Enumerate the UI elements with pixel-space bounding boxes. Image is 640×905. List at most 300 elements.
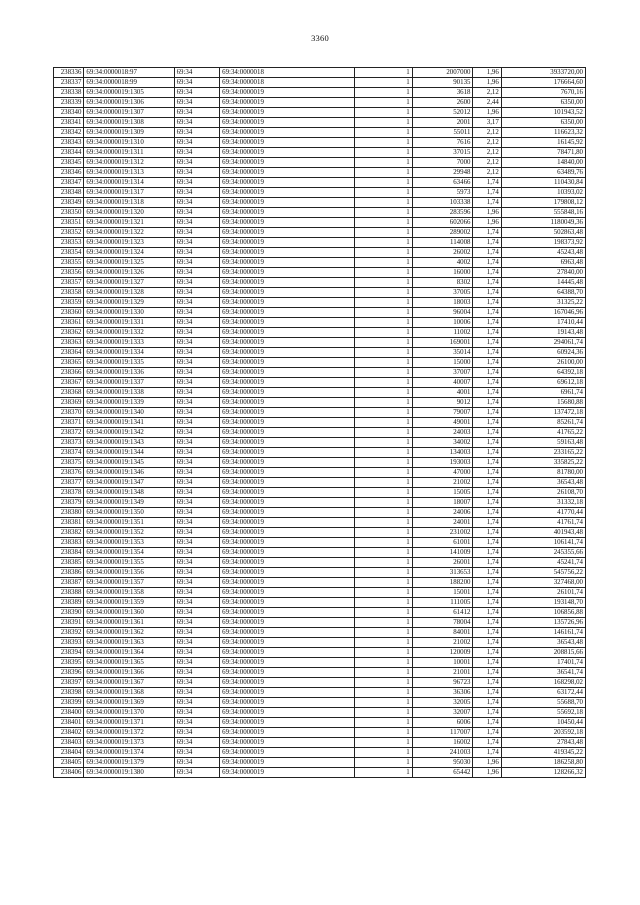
cadastral-number-cell: 69:34:0000019:1309 bbox=[84, 128, 174, 138]
area-cell: 188200 bbox=[412, 578, 473, 588]
cadastral-number-cell: 69:34:0000019:1339 bbox=[84, 398, 174, 408]
rate-cell: 1,74 bbox=[473, 388, 501, 398]
record-number-cell: 238351 bbox=[54, 218, 84, 228]
cadastral-block-cell: 69:34:0000019 bbox=[220, 348, 355, 358]
cadastral-block-cell: 69:34:0000019 bbox=[220, 298, 355, 308]
record-number-cell: 238339 bbox=[54, 98, 84, 108]
record-number-cell: 238394 bbox=[54, 648, 84, 658]
area-cell: 7000 bbox=[412, 158, 473, 168]
count-cell: 1 bbox=[354, 418, 412, 428]
area-cell: 283596 bbox=[412, 208, 473, 218]
table-row bbox=[54, 338, 586, 348]
cadastral-block-cell: 69:34:0000019 bbox=[220, 448, 355, 458]
area-cell: 47000 bbox=[412, 468, 473, 478]
cadastral-block-cell: 69:34:0000019 bbox=[220, 398, 355, 408]
table-row bbox=[54, 278, 586, 288]
cadastral-value-cell: 245355,66 bbox=[501, 548, 585, 558]
cadastral-block-cell: 69:34:0000018 bbox=[220, 68, 355, 78]
record-number-cell: 238371 bbox=[54, 418, 84, 428]
cadastral-value-cell: 116623,32 bbox=[501, 128, 585, 138]
count-cell: 1 bbox=[354, 368, 412, 378]
record-number-cell: 238405 bbox=[54, 758, 84, 768]
rate-cell: 1,74 bbox=[473, 358, 501, 368]
record-number-cell: 238349 bbox=[54, 198, 84, 208]
table-row bbox=[54, 518, 586, 528]
cadastral-value-cell: 14840,00 bbox=[501, 158, 585, 168]
rate-cell: 1,74 bbox=[473, 718, 501, 728]
area-cell: 37015 bbox=[412, 148, 473, 158]
table-row bbox=[54, 368, 586, 378]
cadastral-district-cell: 69:34 bbox=[174, 218, 220, 228]
table-row bbox=[54, 378, 586, 388]
count-cell: 1 bbox=[354, 558, 412, 568]
cadastral-block-cell: 69:34:0000019 bbox=[220, 508, 355, 518]
record-number-cell: 238353 bbox=[54, 238, 84, 248]
cadastral-district-cell: 69:34 bbox=[174, 768, 220, 778]
cadastral-district-cell: 69:34 bbox=[174, 178, 220, 188]
cadastral-block-cell: 69:34:0000018 bbox=[220, 78, 355, 88]
cadastral-number-cell: 69:34:0000019:1333 bbox=[84, 338, 174, 348]
table-row bbox=[54, 228, 586, 238]
cadastral-value-cell: 15680,88 bbox=[501, 398, 585, 408]
area-cell: 37005 bbox=[412, 288, 473, 298]
cadastral-block-cell: 69:34:0000019 bbox=[220, 388, 355, 398]
cadastral-number-cell: 69:34:0000019:1363 bbox=[84, 638, 174, 648]
area-cell: 9012 bbox=[412, 398, 473, 408]
area-cell: 18003 bbox=[412, 298, 473, 308]
record-number-cell: 238382 bbox=[54, 528, 84, 538]
rate-cell: 1,74 bbox=[473, 728, 501, 738]
area-cell: 111005 bbox=[412, 598, 473, 608]
cadastral-value-cell: 41761,74 bbox=[501, 518, 585, 528]
rate-cell: 2,12 bbox=[473, 158, 501, 168]
cadastral-block-cell: 69:34:0000019 bbox=[220, 128, 355, 138]
record-number-cell: 238350 bbox=[54, 208, 84, 218]
cadastral-block-cell: 69:34:0000019 bbox=[220, 118, 355, 128]
count-cell: 1 bbox=[354, 568, 412, 578]
table-row bbox=[54, 208, 586, 218]
rate-cell: 1,74 bbox=[473, 368, 501, 378]
record-number-cell: 238352 bbox=[54, 228, 84, 238]
cadastral-number-cell: 69:34:0000019:1343 bbox=[84, 438, 174, 448]
cadastral-district-cell: 69:34 bbox=[174, 328, 220, 338]
record-number-cell: 238396 bbox=[54, 668, 84, 678]
cadastral-value-cell: 193148,70 bbox=[501, 598, 585, 608]
cadastral-block-cell: 69:34:0000019 bbox=[220, 278, 355, 288]
cadastral-value-cell: 203592,18 bbox=[501, 728, 585, 738]
cadastral-block-cell: 69:34:0000019 bbox=[220, 268, 355, 278]
cadastral-value-cell: 327468,00 bbox=[501, 578, 585, 588]
cadastral-block-cell: 69:34:0000019 bbox=[220, 98, 355, 108]
cadastral-number-cell: 69:34:0000019:1324 bbox=[84, 248, 174, 258]
rate-cell: 1,74 bbox=[473, 558, 501, 568]
rate-cell: 1,74 bbox=[473, 288, 501, 298]
cadastral-number-cell: 69:34:0000019:1318 bbox=[84, 198, 174, 208]
cadastral-number-cell: 69:34:0000019:1344 bbox=[84, 448, 174, 458]
record-number-cell: 238369 bbox=[54, 398, 84, 408]
count-cell: 1 bbox=[354, 238, 412, 248]
cadastral-block-cell: 69:34:0000019 bbox=[220, 218, 355, 228]
cadastral-value-cell: 10393,02 bbox=[501, 188, 585, 198]
record-number-cell: 238341 bbox=[54, 118, 84, 128]
cadastral-number-cell: 69:34:0000019:1370 bbox=[84, 708, 174, 718]
rate-cell: 1,74 bbox=[473, 588, 501, 598]
area-cell: 79007 bbox=[412, 408, 473, 418]
cadastral-block-cell: 69:34:0000019 bbox=[220, 378, 355, 388]
cadastral-number-cell: 69:34:0000019:1374 bbox=[84, 748, 174, 758]
table-row bbox=[54, 768, 586, 778]
cadastral-value-cell: 26101,74 bbox=[501, 588, 585, 598]
cadastral-block-cell: 69:34:0000019 bbox=[220, 158, 355, 168]
record-number-cell: 238400 bbox=[54, 708, 84, 718]
rate-cell: 1,74 bbox=[473, 528, 501, 538]
cadastral-number-cell: 69:34:0000019:1356 bbox=[84, 568, 174, 578]
rate-cell: 1,96 bbox=[473, 768, 501, 778]
record-number-cell: 238398 bbox=[54, 688, 84, 698]
count-cell: 1 bbox=[354, 588, 412, 598]
cadastral-value-table bbox=[53, 67, 586, 778]
cadastral-district-cell: 69:34 bbox=[174, 638, 220, 648]
cadastral-block-cell: 69:34:0000019 bbox=[220, 558, 355, 568]
count-cell: 1 bbox=[354, 248, 412, 258]
count-cell: 1 bbox=[354, 388, 412, 398]
area-cell: 231002 bbox=[412, 528, 473, 538]
table-row bbox=[54, 128, 586, 138]
area-cell: 26001 bbox=[412, 558, 473, 568]
rate-cell: 1,74 bbox=[473, 708, 501, 718]
record-number-cell: 238376 bbox=[54, 468, 84, 478]
cadastral-number-cell: 69:34:0000019:1341 bbox=[84, 418, 174, 428]
area-cell: 52012 bbox=[412, 108, 473, 118]
count-cell: 1 bbox=[354, 288, 412, 298]
rate-cell: 1,74 bbox=[473, 178, 501, 188]
cadastral-district-cell: 69:34 bbox=[174, 538, 220, 548]
cadastral-district-cell: 69:34 bbox=[174, 688, 220, 698]
cadastral-block-cell: 69:34:0000019 bbox=[220, 178, 355, 188]
cadastral-value-cell: 36543,48 bbox=[501, 478, 585, 488]
rate-cell: 1,74 bbox=[473, 628, 501, 638]
cadastral-number-cell: 69:34:0000019:1321 bbox=[84, 218, 174, 228]
table-row bbox=[54, 148, 586, 158]
cadastral-number-cell: 69:34:0000019:1354 bbox=[84, 548, 174, 558]
cadastral-district-cell: 69:34 bbox=[174, 188, 220, 198]
count-cell: 1 bbox=[354, 378, 412, 388]
cadastral-district-cell: 69:34 bbox=[174, 268, 220, 278]
count-cell: 1 bbox=[354, 188, 412, 198]
count-cell: 1 bbox=[354, 168, 412, 178]
area-cell: 241003 bbox=[412, 748, 473, 758]
record-number-cell: 238380 bbox=[54, 508, 84, 518]
rate-cell: 1,74 bbox=[473, 228, 501, 238]
area-cell: 78004 bbox=[412, 618, 473, 628]
area-cell: 35014 bbox=[412, 348, 473, 358]
area-cell: 10006 bbox=[412, 318, 473, 328]
cadastral-number-cell: 69:34:0000019:1352 bbox=[84, 528, 174, 538]
area-cell: 29948 bbox=[412, 168, 473, 178]
cadastral-value-cell: 106856,88 bbox=[501, 608, 585, 618]
count-cell: 1 bbox=[354, 708, 412, 718]
rate-cell: 1,74 bbox=[473, 348, 501, 358]
rate-cell: 2,12 bbox=[473, 88, 501, 98]
table-row bbox=[54, 548, 586, 558]
area-cell: 8302 bbox=[412, 278, 473, 288]
area-cell: 95030 bbox=[412, 758, 473, 768]
count-cell: 1 bbox=[354, 228, 412, 238]
cadastral-block-cell: 69:34:0000019 bbox=[220, 338, 355, 348]
record-number-cell: 238364 bbox=[54, 348, 84, 358]
record-number-cell: 238356 bbox=[54, 268, 84, 278]
record-number-cell: 238390 bbox=[54, 608, 84, 618]
cadastral-block-cell: 69:34:0000019 bbox=[220, 258, 355, 268]
rate-cell: 2,12 bbox=[473, 138, 501, 148]
area-cell: 11002 bbox=[412, 328, 473, 338]
cadastral-block-cell: 69:34:0000019 bbox=[220, 588, 355, 598]
record-number-cell: 238344 bbox=[54, 148, 84, 158]
cadastral-block-cell: 69:34:0000019 bbox=[220, 758, 355, 768]
count-cell: 1 bbox=[354, 518, 412, 528]
cadastral-block-cell: 69:34:0000019 bbox=[220, 328, 355, 338]
cadastral-district-cell: 69:34 bbox=[174, 478, 220, 488]
area-cell: 49001 bbox=[412, 418, 473, 428]
table-row bbox=[54, 258, 586, 268]
table-row bbox=[54, 108, 586, 118]
cadastral-value-cell: 545756,22 bbox=[501, 568, 585, 578]
table-row bbox=[54, 168, 586, 178]
count-cell: 1 bbox=[354, 498, 412, 508]
cadastral-value-cell: 27840,00 bbox=[501, 268, 585, 278]
count-cell: 1 bbox=[354, 638, 412, 648]
cadastral-value-cell: 135726,96 bbox=[501, 618, 585, 628]
count-cell: 1 bbox=[354, 408, 412, 418]
cadastral-value-cell: 137472,18 bbox=[501, 408, 585, 418]
area-cell: 2600 bbox=[412, 98, 473, 108]
cadastral-district-cell: 69:34 bbox=[174, 668, 220, 678]
count-cell: 1 bbox=[354, 688, 412, 698]
rate-cell: 1,74 bbox=[473, 638, 501, 648]
area-cell: 15001 bbox=[412, 588, 473, 598]
area-cell: 16002 bbox=[412, 738, 473, 748]
rate-cell: 1,96 bbox=[473, 218, 501, 228]
record-number-cell: 238375 bbox=[54, 458, 84, 468]
cadastral-district-cell: 69:34 bbox=[174, 78, 220, 88]
cadastral-value-cell: 85261,74 bbox=[501, 418, 585, 428]
cadastral-value-cell: 101943,52 bbox=[501, 108, 585, 118]
cadastral-number-cell: 69:34:0000019:1358 bbox=[84, 588, 174, 598]
table-row bbox=[54, 748, 586, 758]
table-row bbox=[54, 488, 586, 498]
cadastral-block-cell: 69:34:0000019 bbox=[220, 578, 355, 588]
cadastral-number-cell: 69:34:0000018:97 bbox=[84, 68, 174, 78]
cadastral-district-cell: 69:34 bbox=[174, 618, 220, 628]
cadastral-value-cell: 31332,18 bbox=[501, 498, 585, 508]
cadastral-value-cell: 45241,74 bbox=[501, 558, 585, 568]
table-row bbox=[54, 508, 586, 518]
count-cell: 1 bbox=[354, 278, 412, 288]
record-number-cell: 238358 bbox=[54, 288, 84, 298]
cadastral-value-cell: 64392,18 bbox=[501, 368, 585, 378]
cadastral-number-cell: 69:34:0000019:1314 bbox=[84, 178, 174, 188]
area-cell: 120009 bbox=[412, 648, 473, 658]
record-number-cell: 238399 bbox=[54, 698, 84, 708]
rate-cell: 1,74 bbox=[473, 598, 501, 608]
table-row bbox=[54, 448, 586, 458]
rate-cell: 1,74 bbox=[473, 608, 501, 618]
record-number-cell: 238406 bbox=[54, 768, 84, 778]
rate-cell: 1,74 bbox=[473, 328, 501, 338]
count-cell: 1 bbox=[354, 108, 412, 118]
cadastral-district-cell: 69:34 bbox=[174, 368, 220, 378]
cadastral-number-cell: 69:34:0000019:1347 bbox=[84, 478, 174, 488]
rate-cell: 1,74 bbox=[473, 268, 501, 278]
cadastral-value-cell: 6961,74 bbox=[501, 388, 585, 398]
cadastral-block-cell: 69:34:0000019 bbox=[220, 528, 355, 538]
cadastral-district-cell: 69:34 bbox=[174, 358, 220, 368]
cadastral-value-cell: 179808,12 bbox=[501, 198, 585, 208]
cadastral-block-cell: 69:34:0000019 bbox=[220, 288, 355, 298]
record-number-cell: 238392 bbox=[54, 628, 84, 638]
record-number-cell: 238402 bbox=[54, 728, 84, 738]
record-number-cell: 238368 bbox=[54, 388, 84, 398]
cadastral-district-cell: 69:34 bbox=[174, 708, 220, 718]
cadastral-value-cell: 36541,74 bbox=[501, 668, 585, 678]
rate-cell: 1,74 bbox=[473, 678, 501, 688]
area-cell: 24006 bbox=[412, 508, 473, 518]
cadastral-district-cell: 69:34 bbox=[174, 648, 220, 658]
table-row bbox=[54, 78, 586, 88]
count-cell: 1 bbox=[354, 728, 412, 738]
record-number-cell: 238401 bbox=[54, 718, 84, 728]
cadastral-district-cell: 69:34 bbox=[174, 728, 220, 738]
cadastral-district-cell: 69:34 bbox=[174, 458, 220, 468]
table-row bbox=[54, 298, 586, 308]
cadastral-block-cell: 69:34:0000019 bbox=[220, 678, 355, 688]
count-cell: 1 bbox=[354, 748, 412, 758]
table-row bbox=[54, 238, 586, 248]
cadastral-value-cell: 335825,22 bbox=[501, 458, 585, 468]
cadastral-value-cell: 294061,74 bbox=[501, 338, 585, 348]
cadastral-block-cell: 69:34:0000019 bbox=[220, 438, 355, 448]
cadastral-district-cell: 69:34 bbox=[174, 598, 220, 608]
cadastral-value-cell: 78471,80 bbox=[501, 148, 585, 158]
cadastral-block-cell: 69:34:0000019 bbox=[220, 748, 355, 758]
count-cell: 1 bbox=[354, 258, 412, 268]
rate-cell: 1,74 bbox=[473, 408, 501, 418]
cadastral-district-cell: 69:34 bbox=[174, 68, 220, 78]
cadastral-block-cell: 69:34:0000019 bbox=[220, 458, 355, 468]
area-cell: 103338 bbox=[412, 198, 473, 208]
cadastral-number-cell: 69:34:0000019:1320 bbox=[84, 208, 174, 218]
cadastral-value-cell: 55688,70 bbox=[501, 698, 585, 708]
cadastral-value-cell: 55692,18 bbox=[501, 708, 585, 718]
table-row bbox=[54, 458, 586, 468]
area-cell: 289002 bbox=[412, 228, 473, 238]
count-cell: 1 bbox=[354, 198, 412, 208]
rate-cell: 1,74 bbox=[473, 748, 501, 758]
record-number-cell: 238378 bbox=[54, 488, 84, 498]
cadastral-value-cell: 16145,92 bbox=[501, 138, 585, 148]
record-number-cell: 238388 bbox=[54, 588, 84, 598]
count-cell: 1 bbox=[354, 178, 412, 188]
rate-cell: 1,74 bbox=[473, 568, 501, 578]
table-row bbox=[54, 138, 586, 148]
cadastral-number-cell: 69:34:0000019:1367 bbox=[84, 678, 174, 688]
cadastral-block-cell: 69:34:0000019 bbox=[220, 698, 355, 708]
count-cell: 1 bbox=[354, 768, 412, 778]
table-row bbox=[54, 638, 586, 648]
cadastral-block-cell: 69:34:0000019 bbox=[220, 538, 355, 548]
cadastral-value-cell: 168298,02 bbox=[501, 678, 585, 688]
record-number-cell: 238403 bbox=[54, 738, 84, 748]
area-cell: 37007 bbox=[412, 368, 473, 378]
cadastral-value-cell: 186258,80 bbox=[501, 758, 585, 768]
cadastral-value-cell: 7670,16 bbox=[501, 88, 585, 98]
cadastral-district-cell: 69:34 bbox=[174, 168, 220, 178]
cadastral-value-cell: 60924,36 bbox=[501, 348, 585, 358]
cadastral-block-cell: 69:34:0000019 bbox=[220, 368, 355, 378]
table-row bbox=[54, 598, 586, 608]
table-row bbox=[54, 118, 586, 128]
cadastral-number-cell: 69:34:0000019:1329 bbox=[84, 298, 174, 308]
cadastral-block-cell: 69:34:0000019 bbox=[220, 478, 355, 488]
cadastral-district-cell: 69:34 bbox=[174, 108, 220, 118]
table-row bbox=[54, 418, 586, 428]
cadastral-block-cell: 69:34:0000019 bbox=[220, 498, 355, 508]
cadastral-district-cell: 69:34 bbox=[174, 238, 220, 248]
rate-cell: 1,96 bbox=[473, 68, 501, 78]
count-cell: 1 bbox=[354, 88, 412, 98]
cadastral-district-cell: 69:34 bbox=[174, 378, 220, 388]
area-cell: 96004 bbox=[412, 308, 473, 318]
area-cell: 117007 bbox=[412, 728, 473, 738]
record-number-cell: 238387 bbox=[54, 578, 84, 588]
cadastral-block-cell: 69:34:0000019 bbox=[220, 228, 355, 238]
record-number-cell: 238370 bbox=[54, 408, 84, 418]
cadastral-district-cell: 69:34 bbox=[174, 528, 220, 538]
rate-cell: 2,12 bbox=[473, 148, 501, 158]
table-row bbox=[54, 348, 586, 358]
area-cell: 21001 bbox=[412, 668, 473, 678]
rate-cell: 1,74 bbox=[473, 398, 501, 408]
cadastral-number-cell: 69:34:0000019:1331 bbox=[84, 318, 174, 328]
rate-cell: 1,74 bbox=[473, 198, 501, 208]
cadastral-value-cell: 3933720,00 bbox=[501, 68, 585, 78]
table-row bbox=[54, 668, 586, 678]
record-number-cell: 238379 bbox=[54, 498, 84, 508]
cadastral-block-cell: 69:34:0000019 bbox=[220, 598, 355, 608]
count-cell: 1 bbox=[354, 438, 412, 448]
count-cell: 1 bbox=[354, 758, 412, 768]
area-cell: 2001 bbox=[412, 118, 473, 128]
rate-cell: 1,74 bbox=[473, 238, 501, 248]
record-number-cell: 238345 bbox=[54, 158, 84, 168]
cadastral-block-cell: 69:34:0000019 bbox=[220, 668, 355, 678]
cadastral-value-cell: 69612,18 bbox=[501, 378, 585, 388]
table-row bbox=[54, 268, 586, 278]
cadastral-number-cell: 69:34:0000019:1353 bbox=[84, 538, 174, 548]
area-cell: 96723 bbox=[412, 678, 473, 688]
record-number-cell: 238385 bbox=[54, 558, 84, 568]
cadastral-district-cell: 69:34 bbox=[174, 398, 220, 408]
rate-cell: 1,74 bbox=[473, 498, 501, 508]
rate-cell: 1,74 bbox=[473, 258, 501, 268]
rate-cell: 3,17 bbox=[473, 118, 501, 128]
cadastral-district-cell: 69:34 bbox=[174, 408, 220, 418]
count-cell: 1 bbox=[354, 78, 412, 88]
cadastral-value-cell: 110430,84 bbox=[501, 178, 585, 188]
table-row bbox=[54, 688, 586, 698]
record-number-cell: 238365 bbox=[54, 358, 84, 368]
area-cell: 134003 bbox=[412, 448, 473, 458]
